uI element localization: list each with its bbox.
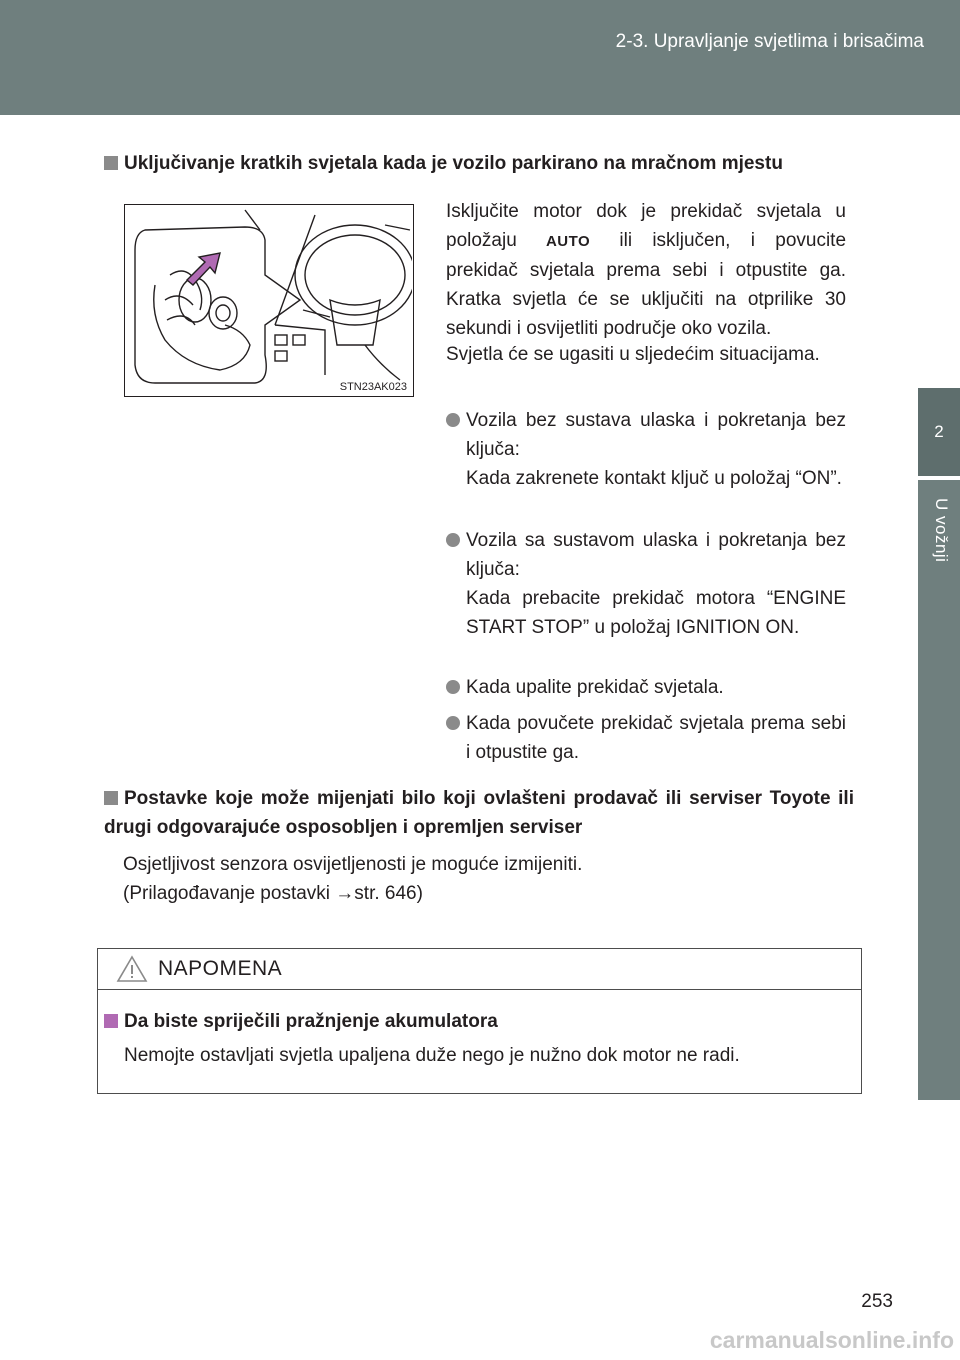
- section-heading-parking-lights: Uključivanje kratkih svjetala kada je vozilo parkirano na mračnom mjestu: [104, 149, 864, 178]
- list-item: Kada povučete prekidač svjetala prema sebi i otpustite ga.: [446, 709, 846, 767]
- paragraph-instructions: Isključite motor dok je prekidač svjetala u položaju AUTO ili isključen, i povucite prekidač svjetala prema sebi i otpustite ga. Kratka svjetla će se uključiti na otprilike 30 sekundi i osvijetliti područje oko vozila.: [446, 201, 847, 339]
- note-header: [98, 949, 861, 990]
- warning-triangle-icon: [116, 955, 148, 983]
- side-tab-label: U vožnji: [932, 498, 951, 563]
- note-title: NAPOMENA: [158, 957, 283, 980]
- page-number: 253: [861, 1291, 893, 1312]
- list-item: Kada upalite prekidač svjetala.: [446, 673, 846, 702]
- page-header: [0, 0, 960, 115]
- side-tab-number: 2: [918, 388, 960, 476]
- bullet-dot-icon: [446, 533, 460, 547]
- settings-text-line1: Osjetljivost senzora osvijetljenosti je moguće izmijeniti.: [123, 854, 583, 875]
- note-box: [97, 948, 862, 1094]
- square-bullet-icon: [104, 791, 118, 805]
- illustration-light-switch: [124, 204, 414, 397]
- list-item: Vozila sa sustavom ulaska i pokretanja bez ključa: Kada prebacite prekidač motora “ENGINE START STOP” u položaj IGNITION ON.: [446, 526, 846, 642]
- note-text: Nemojte ostavljati svjetla upaljena duže nego je nužno dok motor ne radi.: [124, 1045, 740, 1066]
- paragraph-off-conditions: Svjetla će se ugasiti u sljedećim situacijama.: [446, 344, 820, 365]
- bullet-dot-icon: [446, 716, 460, 730]
- square-bullet-icon: [104, 1014, 118, 1028]
- watermark: carmanualsonline.info: [709, 1327, 954, 1353]
- section-heading-settings: Postavke koje može mijenjati bilo koji ovlašteni prodavač ili serviser Toyote ili drugi odgovarajuće osposobljen i opremljen serviser: [104, 788, 854, 838]
- auto-switch-symbol: AUTO: [545, 233, 591, 250]
- bullet-dot-icon: [446, 680, 460, 694]
- bullet-dot-icon: [446, 413, 460, 427]
- side-tab: [918, 480, 960, 1100]
- hand-pulling-switch-drawing: [125, 205, 412, 395]
- note-heading: Da biste spriječili pražnjenje akumulatora: [104, 1011, 498, 1033]
- figure-caption: STN23AK023: [339, 381, 407, 393]
- square-bullet-icon: [104, 156, 118, 170]
- chapter-title: 2-3. Upravljanje svjetlima i brisačima: [615, 31, 924, 52]
- settings-text-line2: (Prilagođavanje postavki →str. 646): [123, 883, 423, 904]
- list-item: Vozila bez sustava ulaska i pokretanja bez ključa: Kada zakrenete kontakt ključ u položaj “ON”.: [446, 406, 846, 493]
